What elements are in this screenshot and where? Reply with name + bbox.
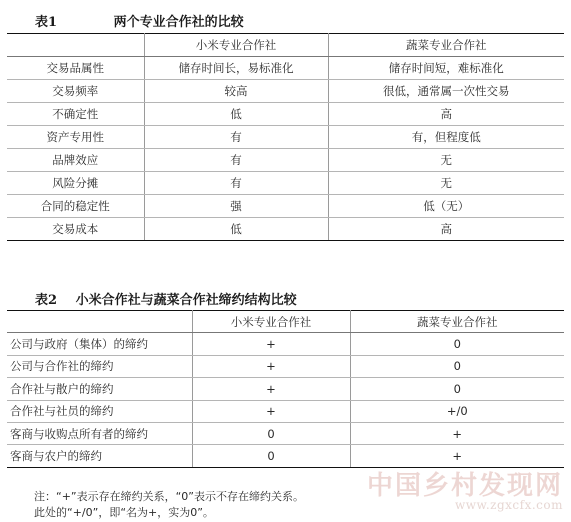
table2-note-line2: 此处的“+/0”，即“名为+，实为0”。 (34, 506, 214, 519)
table1-cell: 低 (144, 218, 328, 241)
table2-header-cell: 蔬菜专业合作社 (350, 311, 564, 333)
table1-cell: 有，但程度低 (328, 126, 564, 149)
table1-cell: 储存时间短，难标准化 (328, 57, 564, 80)
table2-cell: 0 (350, 333, 564, 355)
table1 (7, 33, 564, 241)
table1-cell: 有 (144, 149, 328, 172)
table1-cell: 不确定性 (7, 103, 144, 126)
table-row (7, 195, 564, 218)
watermark-url: www.zgxcfx.com (454, 498, 563, 512)
table2-cell: 合作社与社员的缔约 (7, 400, 192, 422)
table2-cell: 0 (350, 378, 564, 400)
table1-cell: 储存时间长，易标准化 (144, 57, 328, 80)
table1-header-cell: 蔬菜专业合作社 (328, 34, 564, 57)
table1-cell: 高 (328, 218, 564, 241)
table-row (7, 57, 564, 80)
table2-cell: + (192, 400, 350, 422)
table-row (7, 172, 564, 195)
table2-cell: 公司与合作社的缔约 (7, 355, 192, 377)
table2-header-cell: 小米专业合作社 (192, 311, 350, 333)
table2 (7, 310, 564, 468)
site-watermark (367, 465, 563, 512)
table-row (7, 400, 564, 422)
table1-cell: 交易品属性 (7, 57, 144, 80)
table-row (7, 378, 564, 400)
table2-number: 表2 (35, 293, 58, 308)
table2-cell: 0 (350, 355, 564, 377)
table1-cell: 强 (144, 195, 328, 218)
table1-header-cell: 小米专业合作社 (144, 34, 328, 57)
table-row (7, 149, 564, 172)
table1-cell: 交易成本 (7, 218, 144, 241)
table1-cell: 交易频率 (7, 80, 144, 103)
table2-title: 小米合作社与蔬菜合作社缔约结构比较 (75, 293, 297, 308)
table1-cell: 低 (144, 103, 328, 126)
table-row (7, 445, 564, 467)
table2-cell: 0 (192, 422, 350, 444)
table2-cell: 客商与收购点所有者的缔约 (7, 422, 192, 444)
table2-header-row (7, 311, 564, 333)
table-row (7, 80, 564, 103)
table-row (7, 103, 564, 126)
table2-cell: + (350, 422, 564, 444)
table2-cell: 0 (192, 445, 350, 467)
table2-cell: 合作社与散户的缔约 (7, 378, 192, 400)
table2-cell: + (192, 355, 350, 377)
table1-number: 表1 (35, 15, 58, 30)
table1-header-cell (7, 34, 144, 57)
table-row (7, 333, 564, 355)
table1-cell: 无 (328, 149, 564, 172)
table1-cell: 合同的稳定性 (7, 195, 144, 218)
table1-cell: 无 (328, 172, 564, 195)
table-row (7, 126, 564, 149)
watermark-text: 中国乡村发现网 (366, 471, 563, 501)
table1-cell: 有 (144, 172, 328, 195)
table2-caption (35, 289, 297, 308)
table1-caption (35, 11, 244, 30)
table1-cell: 较高 (144, 80, 328, 103)
table1-cell: 低（无） (328, 195, 564, 218)
table2-cell: 公司与政府（集体）的缔约 (7, 333, 192, 355)
table2-cell: + (192, 378, 350, 400)
table2-cell: + (350, 445, 564, 467)
table2-cell: + (192, 333, 350, 355)
table1-title: 两个专业合作社的比较 (113, 15, 244, 30)
table-row (7, 218, 564, 241)
table2-note-line1: 注：“+”表示存在缔约关系，“0”表示不存在缔约关系。 (34, 490, 305, 503)
table1-cell: 有 (144, 126, 328, 149)
table1-cell: 品牌效应 (7, 149, 144, 172)
table2-cell: 客商与农户的缔约 (7, 445, 192, 467)
table1-cell: 资产专用性 (7, 126, 144, 149)
table2-cell: +/0 (350, 400, 564, 422)
table2-header-cell (7, 311, 192, 333)
table1-cell: 很低，通常属一次性交易 (328, 80, 564, 103)
table1-header-row (7, 34, 564, 57)
table-row (7, 355, 564, 377)
table-row (7, 422, 564, 444)
table1-cell: 风险分摊 (7, 172, 144, 195)
table1-cell: 高 (328, 103, 564, 126)
